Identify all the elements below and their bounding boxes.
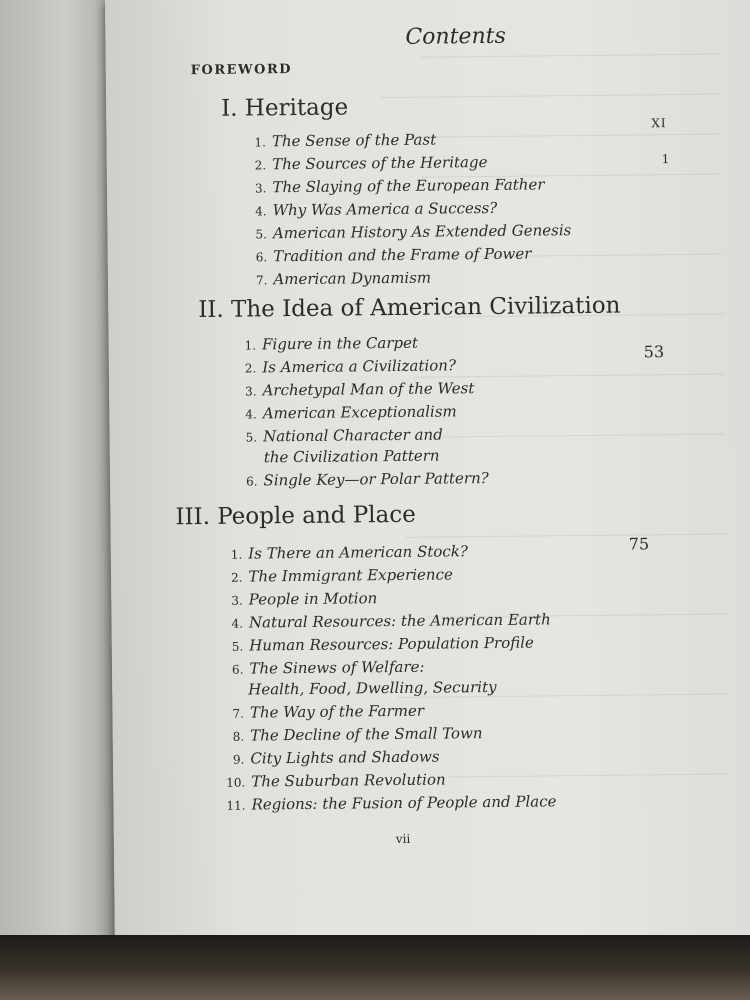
- chapter-entry: [245, 402, 457, 422]
- chapter-number: 5.: [245, 430, 258, 445]
- chapter-title: The Decline of the Small Town: [250, 724, 483, 745]
- chapter-number: 8.: [232, 729, 245, 744]
- chapter-title: Single Key—or Polar Pattern?: [263, 469, 489, 490]
- chapter-entry: [254, 131, 436, 151]
- chapter-number: 3.: [254, 181, 267, 196]
- part-3-title: III. People and Place: [175, 501, 416, 531]
- chapter-number: 2.: [254, 158, 267, 173]
- chapter-entry: [255, 175, 545, 196]
- chapter-entry: [232, 658, 425, 678]
- chapter-title: Human Resources: Population Profile: [249, 633, 534, 655]
- chapter-title: Why Was America a Success?: [272, 198, 498, 220]
- chapter-number: 6.: [231, 662, 244, 677]
- chapter-title: American Dynamism: [273, 268, 432, 289]
- chapter-number: 3.: [231, 593, 243, 608]
- table-shadow: [0, 935, 750, 1000]
- chapter-title: City Lights and Shadows: [250, 747, 440, 768]
- foreword-label: FOREWORD: [190, 62, 293, 79]
- chapter-number: 2.: [230, 570, 243, 585]
- chapter-number: 6.: [255, 250, 268, 265]
- chapter-number: 2.: [244, 361, 257, 376]
- part-1-title: I. Heritage: [221, 94, 349, 122]
- chapter-title: National Character and: [262, 425, 443, 446]
- chapter-entry: [226, 792, 556, 813]
- chapter-title: Is There an American Stock?: [248, 542, 469, 563]
- chapter-title: Archetypal Man of the West: [262, 379, 475, 400]
- chapter-number: 4.: [245, 407, 257, 422]
- chapter-number: 10.: [226, 775, 246, 790]
- chapter-title: The Immigrant Experience: [248, 565, 453, 586]
- chapter-entry: [256, 269, 431, 289]
- chapter-entry: [255, 221, 571, 242]
- chapter-entry: [233, 724, 483, 745]
- chapter-entry: [255, 153, 488, 173]
- chapter-title: The Sources of the Heritage: [272, 153, 488, 174]
- chapter-entry: [231, 610, 550, 631]
- chapter-entry: [231, 542, 468, 562]
- chapter-title: Figure in the Carpet: [261, 333, 419, 354]
- chapter-title: Tradition and the Frame of Power: [273, 244, 532, 266]
- chapter-entry: [246, 469, 489, 490]
- chapter-number: 4.: [231, 616, 244, 631]
- chapter-number: 6.: [245, 474, 258, 489]
- chapter-number: 7.: [232, 706, 245, 721]
- chapter-entry: [231, 589, 377, 609]
- page-folio: vii: [395, 831, 411, 847]
- chapter-title: Natural Resources: the American Earth: [248, 610, 551, 632]
- chapter-entry: [256, 245, 532, 266]
- chapter-number: 3.: [245, 384, 257, 399]
- chapter-entry: [226, 770, 446, 790]
- part-2-page-number: 53: [643, 342, 665, 362]
- chapter-entry: [233, 748, 440, 768]
- chapter-entry: [245, 356, 456, 376]
- part-3-page-number: 75: [628, 534, 650, 554]
- chapter-title: Regions: the Fusion of People and Place: [251, 792, 557, 814]
- chapter-title: The Slaying of the European Father: [272, 175, 545, 197]
- chapter-number: 11.: [226, 798, 246, 813]
- chapter-entry: [231, 565, 453, 585]
- contents-page: [105, 0, 750, 955]
- chapter-title: American History As Extended Genesis: [272, 221, 572, 243]
- chapter-number: 5.: [231, 639, 244, 654]
- part-2-title: II. The Idea of American Civilization: [198, 292, 621, 324]
- chapter-title: American Exceptionalism: [262, 402, 457, 423]
- chapter-number: 5.: [255, 227, 267, 242]
- chapter-number: 1.: [254, 135, 267, 150]
- contents-heading: Contents: [405, 23, 506, 50]
- chapter-number: 9.: [232, 752, 245, 767]
- chapter-entry: [232, 634, 534, 655]
- chapter-title-continuation: Health, Food, Dwelling, Security: [248, 677, 497, 699]
- table-of-contents: [105, 0, 750, 955]
- part-1-page-number: 1: [661, 152, 671, 167]
- chapter-title: The Sinews of Welfare:: [249, 657, 425, 678]
- chapter-title: The Suburban Revolution: [251, 770, 446, 791]
- chapter-entry: [255, 199, 497, 220]
- chapter-entry: [245, 334, 419, 354]
- chapter-number: 1.: [230, 547, 243, 562]
- chapter-title-continuation: the Civilization Pattern: [263, 446, 440, 467]
- chapter-entry: [232, 702, 424, 722]
- chapter-title: The Sense of the Past: [271, 130, 437, 151]
- chapter-entry: [245, 425, 442, 445]
- foreword-page-number: XI: [651, 116, 667, 131]
- chapter-title: People in Motion: [248, 589, 378, 609]
- chapter-title: The Way of the Farmer: [249, 701, 425, 722]
- chapter-number: 1.: [244, 338, 257, 353]
- chapter-number: 4.: [255, 204, 267, 219]
- chapter-title: Is America a Civilization?: [262, 356, 457, 377]
- chapter-number: 7.: [255, 273, 268, 288]
- chapter-entry: [245, 379, 474, 399]
